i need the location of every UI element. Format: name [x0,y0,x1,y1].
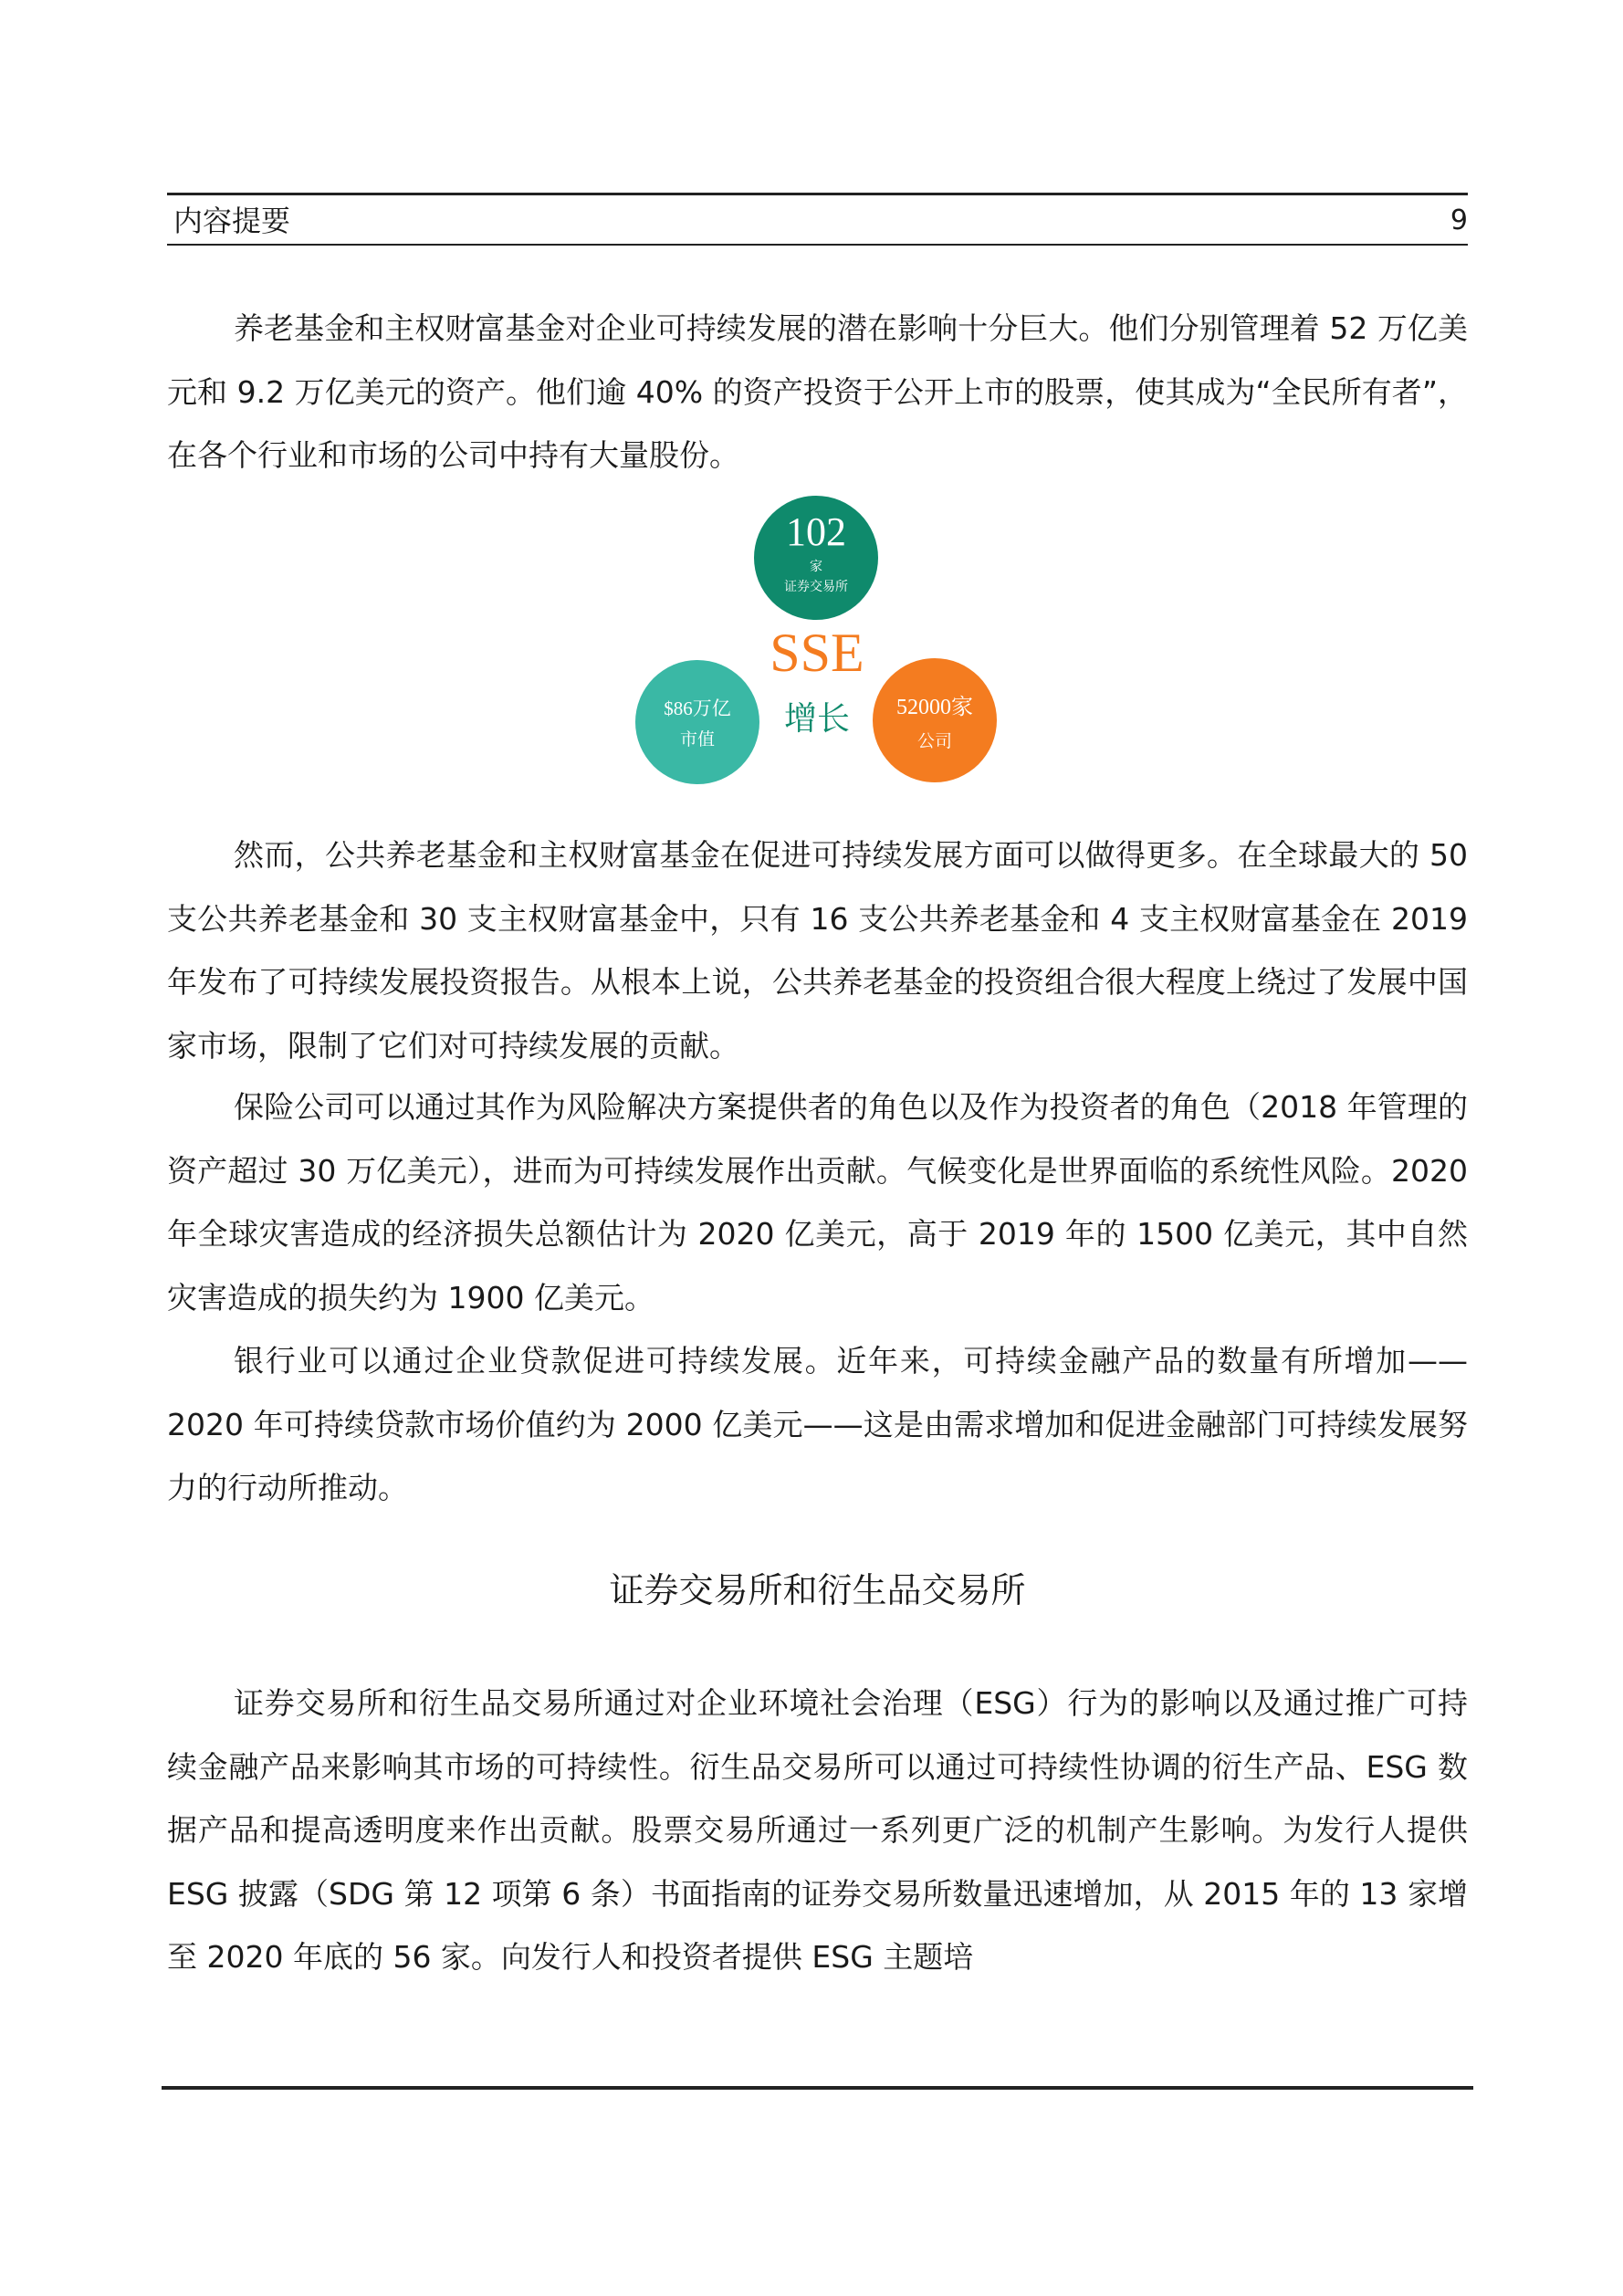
exchanges-circle [754,496,878,620]
paragraph-banking: 银行业可以通过企业贷款促进可持续发展。近年来，可持续金融产品的数量有所增加——2020 年可持续贷款市场价值约为 2000 亿美元——这是由需求增加和促进金融部门可持续发展努力的行动所推动。 [167,1343,1468,1506]
footer-rule [162,2086,1473,2090]
companies-count: 52000家 [896,696,973,719]
exchanges-unit: 家 [810,561,822,574]
header-rule-bottom [167,244,1468,246]
section-heading: 证券交易所和衍生品交易所 [609,1570,1026,1610]
page-number: 9 [1450,204,1468,236]
paragraph-pension-funds: 养老基金和主权财富基金对企业可持续发展的潜在影响十分巨大。他们分别管理着 52 万亿美元和 9.2 万亿美元的资产。他们逾 40% 的资产投资于公开上市的股票，使其成为“全民所有者”，在各个行业和市场的公司中持有大量股份。 [167,310,1468,474]
market-cap-label: 市值 [679,730,715,750]
paragraph-exchanges: 证券交易所和衍生品交易所通过对企业环境社会治理（ESG）行为的影响以及通过推广可持续金融产品来影响其市场的可持续性。衍生品交易所可以通过可持续性协调的衍生产品、ESG 数据产品和提高透明度来作出贡献。股票交易所通过一系列更广泛的机制产生影响。为发行人提供 ESG 披露（SDG 第 12 项第 6 条）书面指南的证券交易所数量迅速增加，从 2015 年的 13 家增至 2020 年底的 56 家。向发行人和投资者提供 ESG 主题培 [167,1685,1468,1976]
exchanges-count: 102 [786,509,846,554]
paragraph-public-pension: 然而，公共养老基金和主权财富基金在促进可持续发展方面可以做得更多。在全球最大的 50 支公共养老基金和 30 支主权财富基金中，只有 16 支公共养老基金和 4 支主权财富基金在 2019 年发布了可持续发展投资报告。从根本上说，公共养老基金的投资组合很大程度上绕过了发展中国家市场，限制了它们对可持续发展的贡献。 [167,837,1468,1064]
sse-infographic [630,496,1004,797]
market-cap-circle [635,660,759,784]
companies-label: 公司 [916,732,952,751]
sse-title: SSE [770,623,864,683]
header-rule-top [167,193,1468,195]
exchanges-label: 证券交易所 [784,581,848,594]
market-cap-value: $86万亿 [664,697,731,719]
sse-growth-label: 增长 [783,700,850,737]
running-header-title: 内容提要 [173,204,291,238]
companies-circle [873,658,997,782]
paragraph-insurance: 保险公司可以通过其作为风险解决方案提供者的角色以及作为投资者的角色（2018 年管理的资产超过 30 万亿美元），进而为可持续发展作出贡献。气候变化是世界面临的系统性风险。2020 年全球灾害造成的经济损失总额估计为 2020 亿美元，高于 2019 年的 1500 亿美元，其中自然灾害造成的损失约为 1900 亿美元。 [167,1089,1468,1316]
